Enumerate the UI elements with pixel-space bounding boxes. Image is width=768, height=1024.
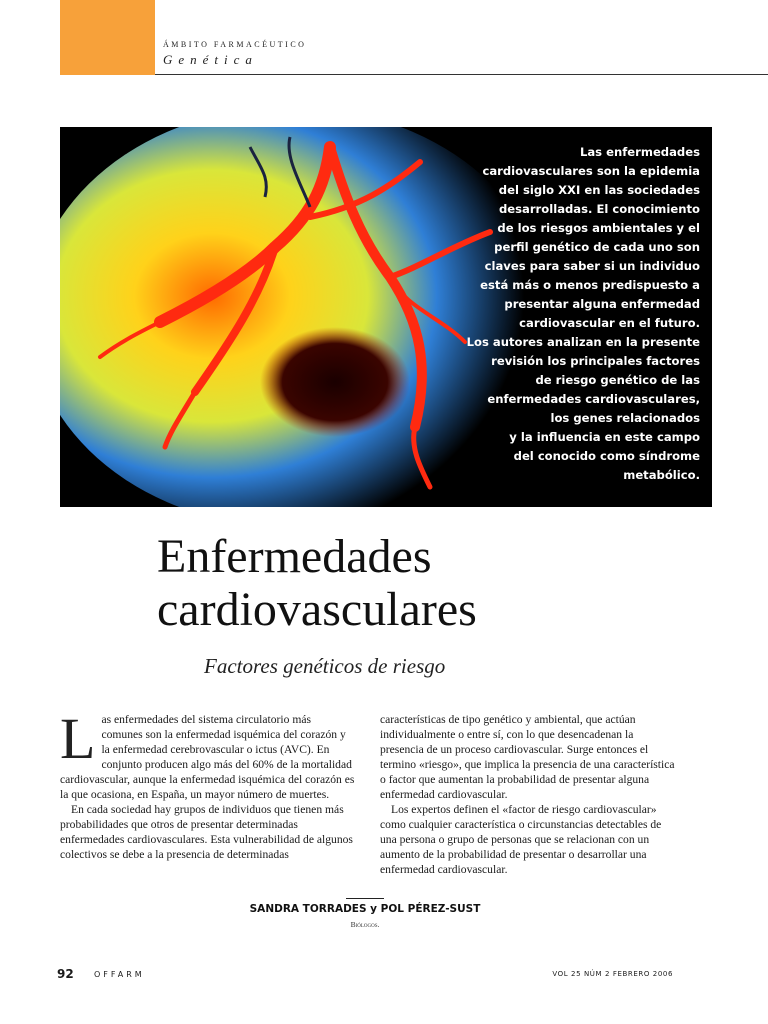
hero-line: Las enfermedades	[579, 145, 700, 159]
drop-cap: L	[60, 706, 96, 771]
hero-line: Los autores analizan en la presente	[466, 335, 700, 349]
body-column-right	[380, 712, 675, 877]
hero-line: perfil genético de cada uno son	[494, 240, 700, 254]
subsection-label: Genética	[163, 52, 258, 67]
hero-line: cardiovascular en el futuro.	[519, 316, 700, 330]
page-number: 92	[57, 967, 74, 981]
hero-summary	[460, 143, 700, 485]
hero-line: del conocido como síndrome	[513, 449, 700, 463]
hero-line: metabólico.	[623, 468, 700, 482]
hero-line: está más o menos predispuesto a	[480, 278, 700, 292]
hero-line: presentar alguna enfermedad	[504, 297, 700, 311]
title-line-1: Enfermedades	[157, 530, 432, 583]
article-title	[157, 530, 477, 636]
journal-name: OFFARM	[94, 970, 145, 979]
article-subtitle: Factores genéticos de riesgo	[204, 654, 446, 678]
hero-line: de riesgo genético de las	[535, 373, 700, 387]
hero-line: revisión los principales factores	[491, 354, 700, 368]
issue-info: VOL 25 NÚM 2 FEBRERO 2006	[552, 970, 673, 978]
author-role: Biólogos.	[350, 920, 380, 929]
paragraph	[60, 706, 355, 802]
author-byline: SANDRA TORRADES y POL PÉREZ-SUST	[249, 903, 481, 915]
hero-line: y la influencia en este campo	[509, 430, 700, 444]
hero-line: enfermedades cardiovasculares,	[487, 392, 700, 406]
byline-rule	[346, 898, 384, 899]
title-line-2: cardiovasculares	[157, 583, 477, 636]
paragraph: En cada sociedad hay grupos de individuos que tienen más probabilidades que otros de presentar determinadas enfermedades cardiovasculares. Esta vulnerabilidad de algunos colectivos se debe a la presencia de determinadas	[60, 803, 353, 861]
hero-line: desarrolladas. El conocimiento	[498, 202, 700, 216]
body-column-left	[60, 706, 355, 862]
hero-image	[60, 127, 712, 507]
section-label: ÁMBITO FARMACÉUTICO	[163, 40, 307, 49]
paragraph-text: as enfermedades del sistema circulatorio más comunes son la enfermedad isquémica del corazón y la enfermedad cerebrovascular o ictus (AVC). En conjunto producen algo más del 60% de la mortalidad cardiovascular, aunque la enfermedad isquémica del corazón es la que ocasiona, en España, un mayor número de muertes.	[60, 713, 355, 801]
hero-line: de los riesgos ambientales y el	[497, 221, 700, 235]
hero-line: cardiovasculares son la epidemia	[482, 164, 700, 178]
header-rule	[155, 74, 768, 75]
hero-line: del siglo XXI en las sociedades	[498, 183, 700, 197]
paragraph: características de tipo genético y ambiental, que actúan individualmente o entre sí, con lo que desencadenan la presencia de un proceso cardiovascular. Surge entonces el termino «riesgo», que implica la presencia de una característica o factor que aumentan la probabilidad de presentar alguna enfermedad cardiovascular.	[380, 713, 675, 801]
hero-line: los genes relacionados	[550, 411, 700, 425]
orange-header-block	[60, 0, 155, 75]
hero-line: claves para saber si un individuo	[484, 259, 700, 273]
paragraph: Los expertos definen el «factor de riesgo cardiovascular» como cualquier característica o circunstancias detectables de una persona o grupo de personas que se relacionan con un aumento de la probabilidad de presentar o desarrollar una enfermedad cardiovascular.	[380, 803, 662, 876]
